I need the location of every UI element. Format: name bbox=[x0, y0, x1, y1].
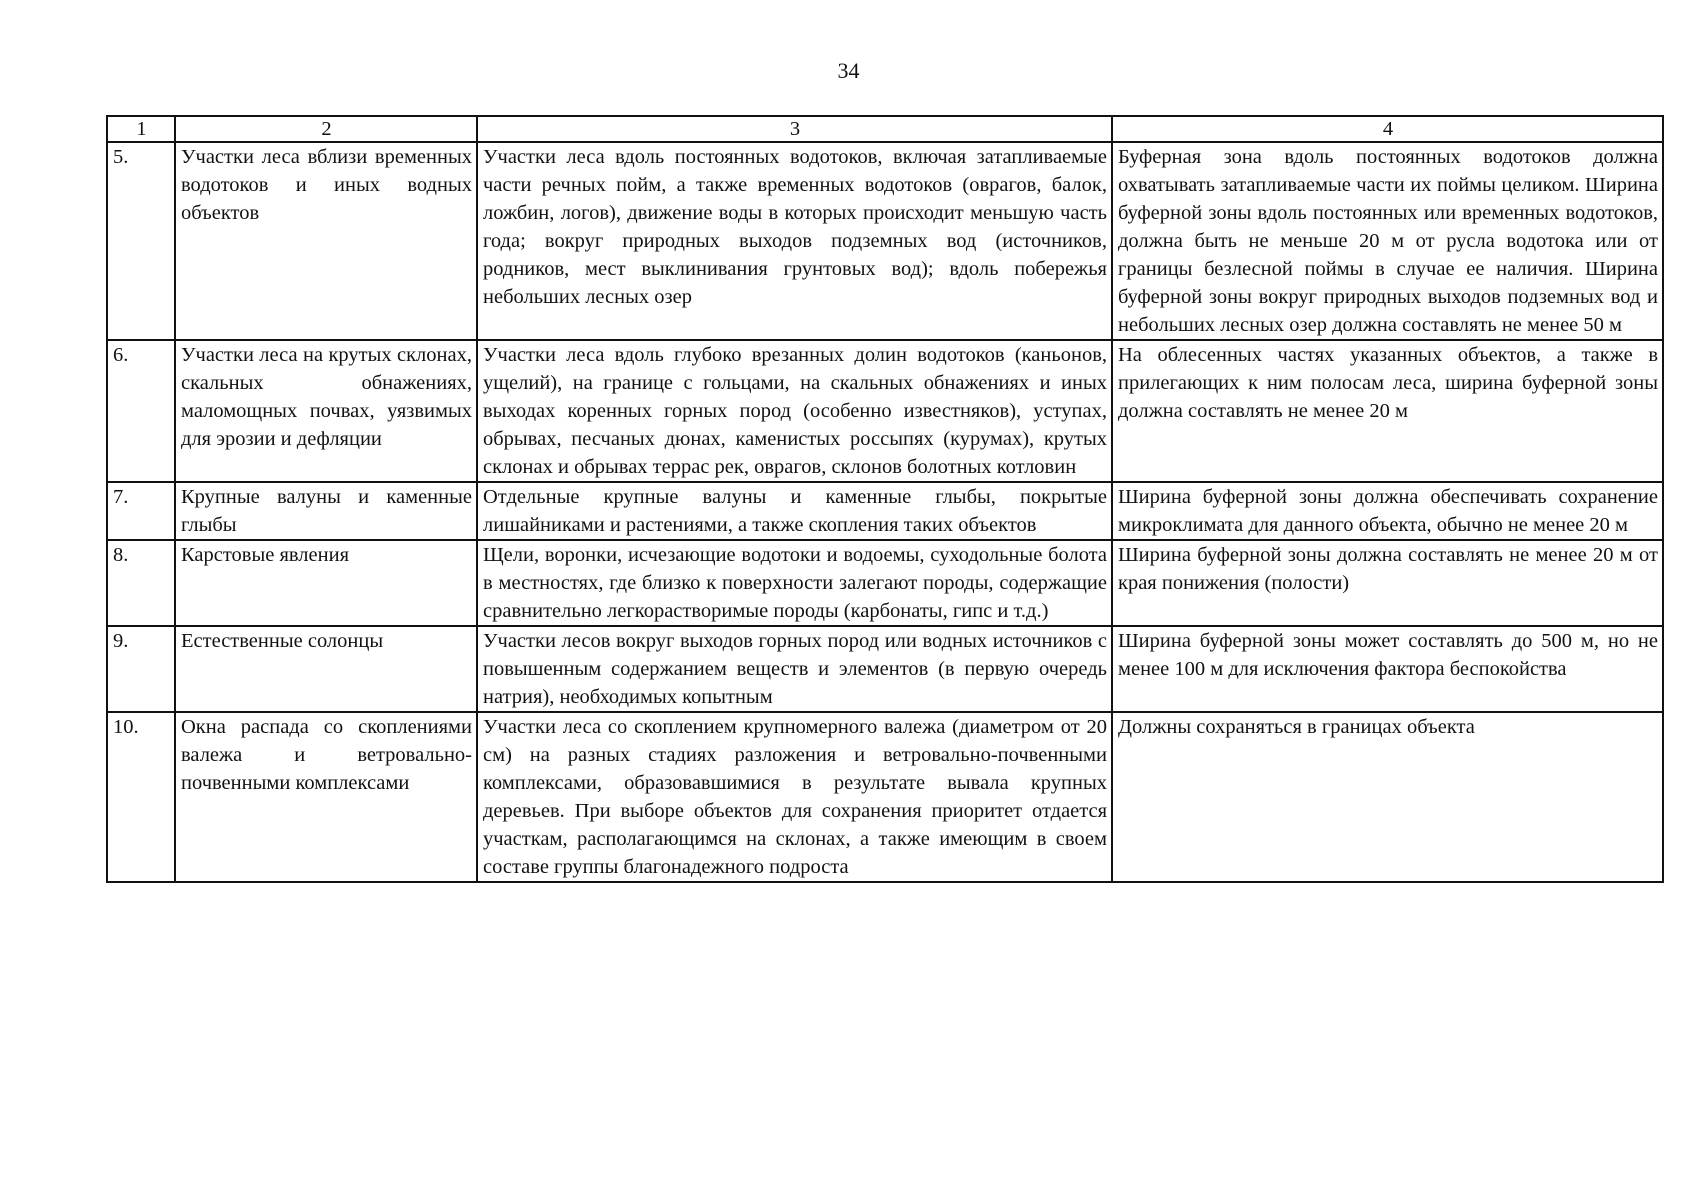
row-number: 7. bbox=[107, 482, 175, 540]
object-description: Участки леса вдоль глубоко врезанных долин водотоков (каньонов, ущелий), на границе с гольцами, на скальных обнажениях и иных выходах коренных горных пород (особенно известняков), уступах, обрывах, песчаных дюнах, каменистых россыпях (курумах), крутых склонах и обрывах террас рек, оврагов, склонов болотных котловин bbox=[477, 340, 1112, 482]
buffer-zone-requirement: Ширина буферной зоны должна обеспечивать сохранение микроклимата для данного объекта, обычно не менее 20 м bbox=[1112, 482, 1663, 540]
buffer-zone-requirement: На облесенных частях указанных объектов, а также в прилегающих к ним полосам леса, ширина буферной зоны должна составлять не менее 20 м bbox=[1112, 340, 1663, 482]
object-name: Участки леса на крутых склонах, скальных обнажениях, маломощных почвах, уязвимых для эрозии и дефляции bbox=[175, 340, 477, 482]
object-description: Участки лесов вокруг выходов горных пород или водных источников с повышенным содержанием веществ и элементов (в первую очередь натрия), необходимых копытным bbox=[477, 626, 1112, 712]
column-header: 2 bbox=[175, 116, 477, 142]
buffer-zone-requirement: Должны сохраняться в границах объекта bbox=[1112, 712, 1663, 882]
row-number: 10. bbox=[107, 712, 175, 882]
column-header: 1 bbox=[107, 116, 175, 142]
table-row bbox=[107, 340, 1663, 482]
column-header: 4 bbox=[1112, 116, 1663, 142]
table-row bbox=[107, 142, 1663, 340]
object-description: Участки леса со скоплением крупномерного валежа (диаметром от 20 см) на разных стадиях разложения и ветровально-почвенными комплексами, образовавшимися в результате вывала крупных деревьев. При выборе объектов для сохранения приоритет отдается участкам, располагающимся на склонах, а также имеющим в своем составе группы благонадежного подроста bbox=[477, 712, 1112, 882]
object-description: Щели, воронки, исчезающие водотоки и водоемы, суходольные болота в местностях, где близко к поверхности залегают породы, содержащие сравнительно легкорастворимые породы (карбонаты, гипс и т.д.) bbox=[477, 540, 1112, 626]
data-table bbox=[106, 115, 1664, 883]
buffer-zone-requirement: Буферная зона вдоль постоянных водотоков должна охватывать затапливаемые части их поймы целиком. Ширина буферной зоны вдоль постоянных или временных водотоков, должна быть не меньше 20 м от русла водотока или от границы безлесной поймы в случае ее наличия. Ширина буферной зоны вокруг природных выходов подземных вод и небольших лесных озер должна составлять не менее 50 м bbox=[1112, 142, 1663, 340]
table-row bbox=[107, 712, 1663, 882]
object-name: Крупные валуны и каменные глыбы bbox=[175, 482, 477, 540]
object-description: Отдельные крупные валуны и каменные глыбы, покрытые лишайниками и растениями, а также скопления таких объектов bbox=[477, 482, 1112, 540]
object-description: Участки леса вдоль постоянных водотоков, включая затапливаемые части речных пойм, а также временных водотоков (оврагов, балок, ложбин, логов), движение воды в которых происходит меньшую часть года; вокруг природных выходов подземных вод (источников, родников, мест выклинивания грунтовых вод); вдоль побережья небольших лесных озер bbox=[477, 142, 1112, 340]
table-row bbox=[107, 540, 1663, 626]
column-header: 3 bbox=[477, 116, 1112, 142]
buffer-zone-requirement: Ширина буферной зоны должна составлять не менее 20 м от края понижения (полости) bbox=[1112, 540, 1663, 626]
page-number: 34 bbox=[837, 58, 860, 83]
object-name: Окна распада со скоплениями валежа и ветровально-почвенными комплексами bbox=[175, 712, 477, 882]
object-name: Карстовые явления bbox=[175, 540, 477, 626]
row-number: 6. bbox=[107, 340, 175, 482]
table-row bbox=[107, 626, 1663, 712]
object-name: Естественные солонцы bbox=[175, 626, 477, 712]
buffer-zone-requirement: Ширина буферной зоны может составлять до 500 м, но не менее 100 м для исключения фактора беспокойства bbox=[1112, 626, 1663, 712]
row-number: 9. bbox=[107, 626, 175, 712]
table-row bbox=[107, 482, 1663, 540]
row-number: 8. bbox=[107, 540, 175, 626]
object-name: Участки леса вблизи временных водотоков и иных водных объектов bbox=[175, 142, 477, 340]
table-header-row bbox=[107, 116, 1663, 142]
row-number: 5. bbox=[107, 142, 175, 340]
